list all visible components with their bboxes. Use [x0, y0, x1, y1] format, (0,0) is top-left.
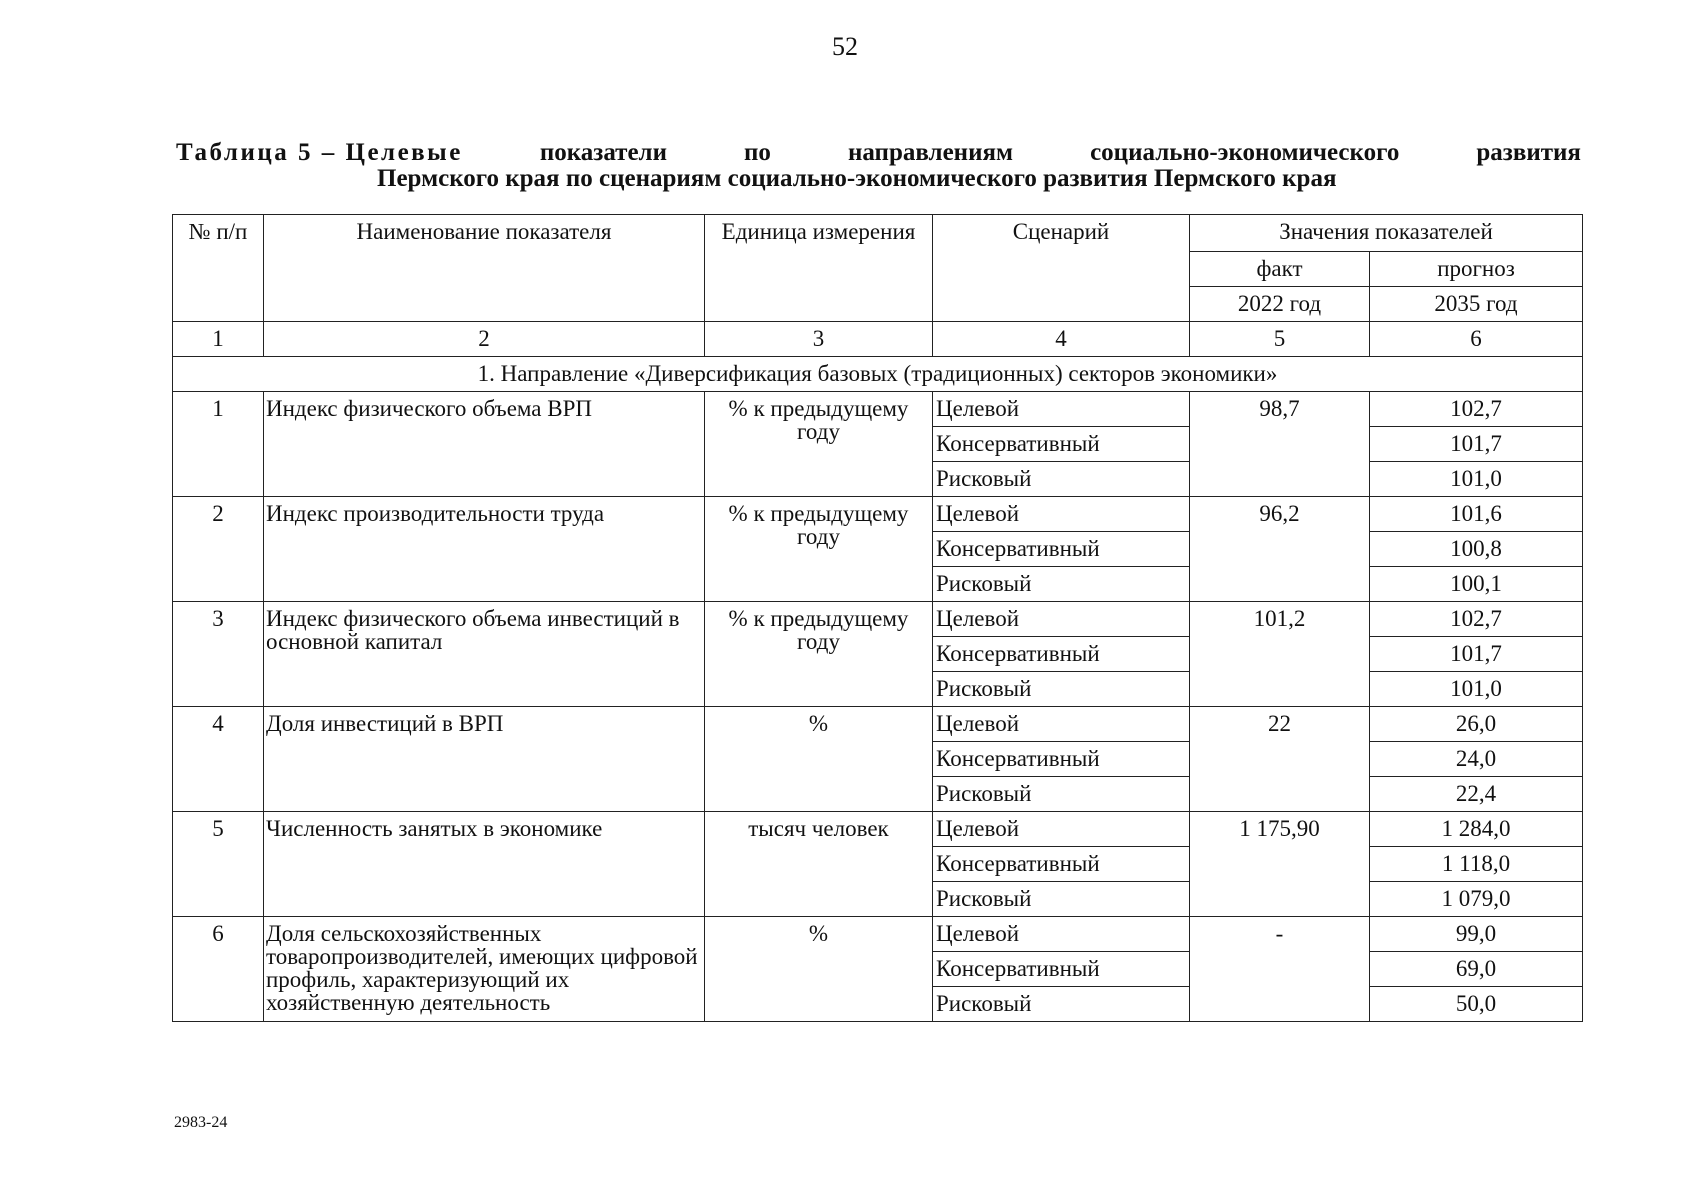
scenario-cell: Консервативный [933, 532, 1190, 567]
forecast-value: 101,0 [1370, 672, 1583, 707]
scenario-cell: Целевой [933, 602, 1190, 637]
section-title: 1. Направление «Диверсификация базовых (традиционных) секторов экономики» [173, 357, 1583, 392]
unit-cell: % [705, 707, 933, 812]
indicators-table [172, 214, 1583, 1022]
row-number: 3 [173, 602, 264, 707]
title-word: социально-экономического [1090, 139, 1400, 166]
header-fact-year: 2022 год [1190, 287, 1370, 322]
table-title [176, 140, 1581, 192]
row-number: 4 [173, 707, 264, 812]
scenario-cell: Рисковый [933, 567, 1190, 602]
table-row [173, 392, 1583, 427]
fact-value: 98,7 [1190, 392, 1370, 497]
column-number: 5 [1190, 322, 1370, 357]
table-row [173, 707, 1583, 742]
scenario-cell: Консервативный [933, 637, 1190, 672]
fact-value: 101,2 [1190, 602, 1370, 707]
scenario-cell: Целевой [933, 917, 1190, 952]
header-values: Значения показателей [1190, 215, 1583, 252]
scenario-cell: Целевой [933, 392, 1190, 427]
table-row [173, 602, 1583, 637]
row-number: 5 [173, 812, 264, 917]
column-number: 4 [933, 322, 1190, 357]
forecast-value: 101,6 [1370, 497, 1583, 532]
column-number: 3 [705, 322, 933, 357]
forecast-value: 24,0 [1370, 742, 1583, 777]
forecast-value: 1 284,0 [1370, 812, 1583, 847]
row-number: 6 [173, 917, 264, 1022]
scenario-cell: Рисковый [933, 672, 1190, 707]
unit-cell: тысяч человек [705, 812, 933, 917]
header-fact: факт [1190, 252, 1370, 287]
forecast-value: 101,7 [1370, 637, 1583, 672]
forecast-value: 101,0 [1370, 462, 1583, 497]
scenario-cell: Консервативный [933, 742, 1190, 777]
table-title-line2: Пермского края по сценариям социально-экономического развития Пермского края [377, 165, 1337, 192]
section-row [173, 357, 1583, 392]
header-forecast: прогноз [1370, 252, 1583, 287]
document-code: 2983-24 [174, 1114, 228, 1131]
fact-value: 1 175,90 [1190, 812, 1370, 917]
indicator-name: Индекс производительности труда [264, 497, 705, 602]
title-word: показатели [539, 139, 667, 166]
table-row [173, 497, 1583, 532]
indicator-name: Доля инвестиций в ВРП [264, 707, 705, 812]
forecast-value: 1 118,0 [1370, 847, 1583, 882]
row-number: 2 [173, 497, 264, 602]
title-word: по [744, 139, 771, 166]
scenario-cell: Целевой [933, 497, 1190, 532]
scenario-cell: Консервативный [933, 952, 1190, 987]
page-number: 52 [832, 32, 858, 61]
table-row [173, 917, 1583, 952]
scenario-cell: Рисковый [933, 777, 1190, 812]
table-row [173, 812, 1583, 847]
column-number: 2 [264, 322, 705, 357]
forecast-value: 69,0 [1370, 952, 1583, 987]
fact-value: 22 [1190, 707, 1370, 812]
scenario-cell: Рисковый [933, 882, 1190, 917]
header-num: № п/п [173, 215, 264, 322]
table-title-line1 [176, 140, 1581, 166]
unit-cell: % к предыдущему году [705, 392, 933, 497]
title-word: направлениям [847, 139, 1014, 166]
forecast-value: 26,0 [1370, 707, 1583, 742]
indicator-name: Индекс физического объема инвестиций в основной капитал [264, 602, 705, 707]
scenario-cell: Консервативный [933, 427, 1190, 462]
column-number: 6 [1370, 322, 1583, 357]
scenario-cell: Рисковый [933, 987, 1190, 1022]
header-row [173, 215, 1583, 252]
forecast-value: 101,7 [1370, 427, 1583, 462]
indicator-name: Доля сельскохозяйственных товаропроизводителей, имеющих цифровой профиль, характеризующий их хозяйственную деятельность [264, 917, 705, 1022]
scenario-cell: Целевой [933, 707, 1190, 742]
forecast-value: 99,0 [1370, 917, 1583, 952]
forecast-value: 1 079,0 [1370, 882, 1583, 917]
title-word: Таблица 5 – Целевые [176, 139, 463, 166]
fact-value: - [1190, 917, 1370, 1022]
forecast-value: 22,4 [1370, 777, 1583, 812]
scenario-cell: Консервативный [933, 847, 1190, 882]
column-number: 1 [173, 322, 264, 357]
forecast-value: 50,0 [1370, 987, 1583, 1022]
scenario-cell: Целевой [933, 812, 1190, 847]
forecast-value: 100,8 [1370, 532, 1583, 567]
unit-cell: % к предыдущему году [705, 497, 933, 602]
forecast-value: 102,7 [1370, 392, 1583, 427]
header-forecast-year: 2035 год [1370, 287, 1583, 322]
header-name: Наименование показателя [264, 215, 705, 322]
scenario-cell: Рисковый [933, 462, 1190, 497]
indicator-name: Индекс физического объема ВРП [264, 392, 705, 497]
row-number: 1 [173, 392, 264, 497]
column-numbers-row [173, 322, 1583, 357]
indicator-name: Численность занятых в экономике [264, 812, 705, 917]
unit-cell: % к предыдущему году [705, 602, 933, 707]
forecast-value: 100,1 [1370, 567, 1583, 602]
forecast-value: 102,7 [1370, 602, 1583, 637]
header-scenario: Сценарий [933, 215, 1190, 322]
header-unit: Единица измерения [705, 215, 933, 322]
title-word: развития [1476, 139, 1581, 166]
unit-cell: % [705, 917, 933, 1022]
fact-value: 96,2 [1190, 497, 1370, 602]
